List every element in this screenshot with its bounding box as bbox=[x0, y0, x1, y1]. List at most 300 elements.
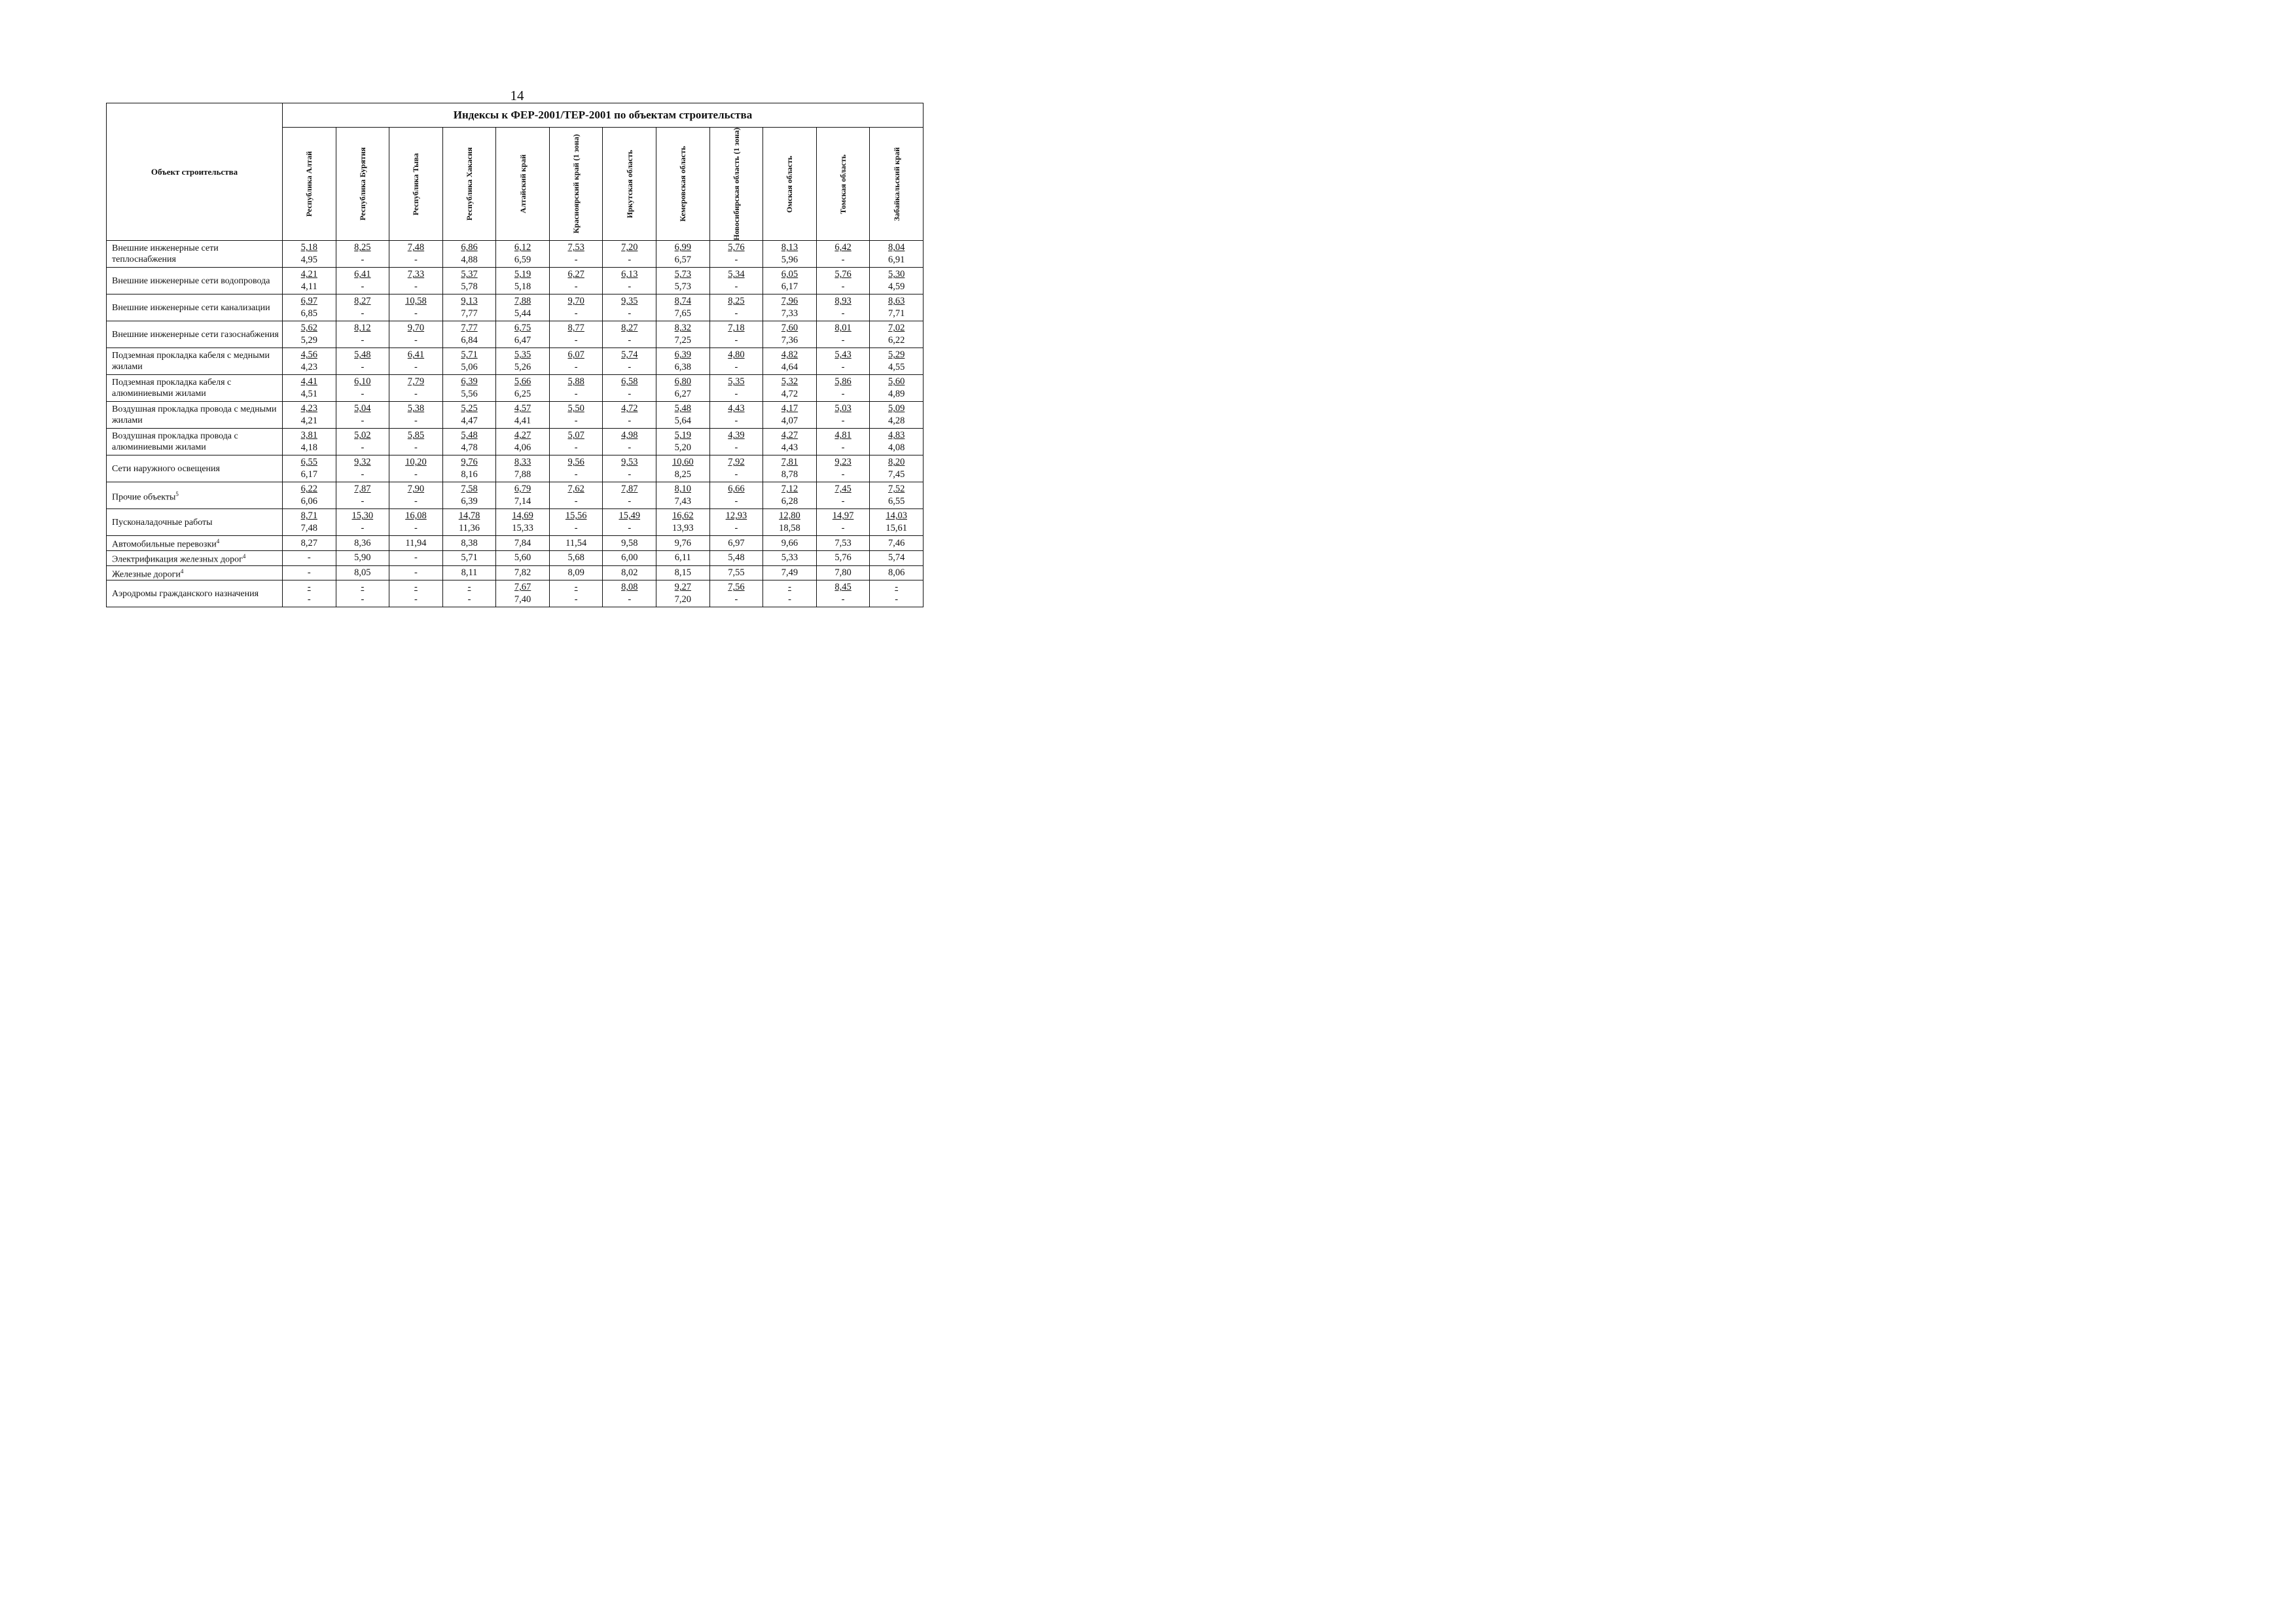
footnote-marker: 4 bbox=[180, 567, 184, 575]
table-row bbox=[107, 536, 924, 551]
federal-index-value: 8,63 bbox=[888, 296, 905, 307]
territorial-index-value: 4,47 bbox=[461, 416, 478, 427]
federal-index-value: 7,20 bbox=[621, 242, 638, 253]
index-value: 8,27 bbox=[300, 537, 317, 548]
territorial-index-value: 4,78 bbox=[461, 442, 478, 454]
index-cell bbox=[389, 509, 443, 536]
federal-index-value: 6,41 bbox=[407, 349, 425, 361]
index-cell bbox=[283, 455, 336, 482]
federal-index-value: 9,53 bbox=[621, 457, 638, 468]
federal-index-value: 16,08 bbox=[405, 510, 427, 522]
federal-index-value: 7,87 bbox=[621, 484, 638, 495]
federal-index-value: 9,27 bbox=[674, 582, 692, 593]
federal-index-value: 4,72 bbox=[621, 403, 638, 414]
federal-index-value: 7,62 bbox=[567, 484, 584, 495]
federal-index-value: 5,50 bbox=[567, 403, 584, 414]
index-value: 6,97 bbox=[728, 537, 745, 548]
federal-index-value: 6,86 bbox=[461, 242, 478, 253]
region-header bbox=[496, 128, 550, 241]
region-header-label: Красноярский край (1 зона) bbox=[571, 134, 581, 234]
territorial-index-value: 7,25 bbox=[674, 335, 692, 346]
federal-index-value: 5,76 bbox=[834, 269, 852, 280]
federal-index-value: 5,32 bbox=[781, 376, 798, 387]
territorial-index-value: 4,21 bbox=[300, 416, 317, 427]
region-header bbox=[442, 128, 496, 241]
index-cell bbox=[442, 268, 496, 294]
territorial-index-value: - bbox=[628, 389, 632, 400]
index-cell bbox=[656, 509, 710, 536]
row-object-label: Внешние инженерные сети канализации bbox=[112, 302, 270, 313]
index-value: 8,36 bbox=[354, 537, 371, 548]
territorial-index-value: - bbox=[788, 594, 791, 605]
index-cell bbox=[336, 580, 389, 607]
index-cell bbox=[549, 580, 603, 607]
territorial-index-value: 4,72 bbox=[781, 389, 798, 400]
territorial-index-value: - bbox=[574, 389, 578, 400]
index-cell bbox=[336, 455, 389, 482]
territorial-index-value: - bbox=[841, 469, 845, 480]
federal-index-value: 5,35 bbox=[728, 376, 745, 387]
index-cell bbox=[389, 321, 443, 348]
federal-index-value: 6,42 bbox=[834, 242, 852, 253]
federal-index-value: 5,62 bbox=[300, 323, 317, 334]
index-cell bbox=[442, 455, 496, 482]
territorial-index-value: - bbox=[841, 442, 845, 454]
region-header-label: Забайкальский край bbox=[891, 147, 901, 221]
territorial-index-value: - bbox=[414, 594, 418, 605]
territorial-index-value: - bbox=[574, 281, 578, 293]
index-value: 5,60 bbox=[514, 552, 531, 563]
index-cell bbox=[816, 509, 870, 536]
territorial-index-value: 7,40 bbox=[514, 594, 531, 605]
federal-index-value: 4,82 bbox=[781, 349, 798, 361]
index-cell bbox=[763, 580, 817, 607]
federal-index-value: 9,23 bbox=[834, 457, 852, 468]
index-cell bbox=[496, 482, 550, 509]
row-object-name bbox=[107, 348, 283, 375]
territorial-index-value: - bbox=[414, 335, 418, 346]
index-cell bbox=[603, 565, 656, 580]
index-cell bbox=[442, 429, 496, 455]
index-value: - bbox=[307, 552, 311, 563]
index-cell bbox=[496, 565, 550, 580]
federal-index-value: 4,27 bbox=[514, 430, 531, 441]
index-cell bbox=[763, 321, 817, 348]
territorial-index-value: 4,07 bbox=[781, 416, 798, 427]
territorial-index-value: - bbox=[628, 594, 632, 605]
index-cell bbox=[496, 536, 550, 551]
federal-index-value: 3,81 bbox=[300, 430, 317, 441]
federal-index-value: 8,27 bbox=[354, 296, 371, 307]
federal-index-value: 8,74 bbox=[674, 296, 692, 307]
territorial-index-value: - bbox=[414, 308, 418, 319]
page-number: 14 bbox=[510, 88, 524, 103]
territorial-index-value: - bbox=[841, 362, 845, 373]
index-cell bbox=[603, 375, 656, 402]
federal-index-value: 8,25 bbox=[354, 242, 371, 253]
index-cell bbox=[816, 580, 870, 607]
territorial-index-value: 7,43 bbox=[674, 496, 692, 507]
federal-index-value: 9,70 bbox=[567, 296, 584, 307]
federal-index-value: 4,98 bbox=[621, 430, 638, 441]
index-cell bbox=[442, 580, 496, 607]
index-cell bbox=[709, 551, 763, 566]
federal-index-value: 4,23 bbox=[300, 403, 317, 414]
index-cell bbox=[709, 375, 763, 402]
row-object-name bbox=[107, 565, 283, 580]
index-cell bbox=[603, 536, 656, 551]
federal-index-value: 5,85 bbox=[407, 430, 425, 441]
index-cell bbox=[656, 551, 710, 566]
federal-index-value: 8,01 bbox=[834, 323, 852, 334]
index-cell bbox=[442, 241, 496, 268]
territorial-index-value: - bbox=[414, 416, 418, 427]
index-cell bbox=[389, 294, 443, 321]
row-object-name bbox=[107, 402, 283, 429]
index-cell bbox=[442, 348, 496, 375]
index-value: 6,11 bbox=[674, 552, 691, 563]
territorial-index-value: - bbox=[628, 496, 632, 507]
region-header-label: Республика Бурятия bbox=[357, 147, 367, 221]
federal-index-value: 8,77 bbox=[567, 323, 584, 334]
index-cell bbox=[496, 580, 550, 607]
region-header-label: Республика Тыва bbox=[411, 152, 421, 215]
index-cell bbox=[336, 482, 389, 509]
row-object-label: Подземная прокладка кабеля с алюминиевыми жилами bbox=[112, 378, 232, 399]
federal-index-value: 8,45 bbox=[834, 582, 852, 593]
row-object-label: Подземная прокладка кабеля с медными жилами bbox=[112, 351, 270, 372]
index-cell bbox=[870, 241, 924, 268]
row-object-label: Аэродромы гражданского назначения bbox=[112, 588, 259, 599]
row-object-name bbox=[107, 482, 283, 509]
index-cell bbox=[283, 241, 336, 268]
region-header-label: Республика Хакасия bbox=[465, 147, 475, 221]
territorial-index-value: 6,39 bbox=[461, 496, 478, 507]
federal-index-value: 6,80 bbox=[674, 376, 692, 387]
federal-index-value: 6,39 bbox=[674, 349, 692, 361]
region-header bbox=[763, 128, 817, 241]
territorial-index-value: - bbox=[361, 308, 365, 319]
index-cell bbox=[656, 482, 710, 509]
index-cell bbox=[549, 268, 603, 294]
territorial-index-value: 6,17 bbox=[300, 469, 317, 480]
territorial-index-value: - bbox=[414, 496, 418, 507]
territorial-index-value: 6,91 bbox=[888, 255, 905, 266]
table-row bbox=[107, 565, 924, 580]
federal-index-value: 5,19 bbox=[514, 269, 531, 280]
federal-index-value: 14,97 bbox=[832, 510, 854, 522]
table-row bbox=[107, 509, 924, 536]
territorial-index-value: 6,59 bbox=[514, 255, 531, 266]
territorial-index-value: - bbox=[734, 255, 738, 266]
index-cell bbox=[763, 551, 817, 566]
index-cell bbox=[283, 509, 336, 536]
region-header-label: Томская область bbox=[838, 154, 848, 214]
index-cell bbox=[389, 565, 443, 580]
federal-index-value: - bbox=[895, 582, 899, 593]
territorial-index-value: 7,48 bbox=[300, 523, 317, 534]
territorial-index-value: 15,61 bbox=[886, 523, 907, 534]
index-cell bbox=[816, 348, 870, 375]
index-cell bbox=[816, 268, 870, 294]
index-cell bbox=[283, 482, 336, 509]
index-cell bbox=[336, 551, 389, 566]
index-cell bbox=[656, 241, 710, 268]
index-cell bbox=[656, 402, 710, 429]
territorial-index-value: - bbox=[574, 362, 578, 373]
index-value: 9,66 bbox=[781, 537, 798, 548]
federal-index-value: 4,83 bbox=[888, 430, 905, 441]
index-cell bbox=[709, 509, 763, 536]
row-object-name bbox=[107, 429, 283, 455]
federal-index-value: 10,58 bbox=[405, 296, 427, 307]
territorial-index-value: - bbox=[361, 442, 365, 454]
index-cell bbox=[336, 565, 389, 580]
territorial-index-value: 7,71 bbox=[888, 308, 905, 319]
region-header bbox=[603, 128, 656, 241]
index-cell bbox=[442, 375, 496, 402]
federal-index-value: 4,81 bbox=[834, 430, 852, 441]
territorial-index-value: - bbox=[574, 308, 578, 319]
index-cell bbox=[442, 565, 496, 580]
index-cell bbox=[283, 429, 336, 455]
table-row bbox=[107, 580, 924, 607]
territorial-index-value: - bbox=[361, 389, 365, 400]
federal-index-value: 5,25 bbox=[461, 403, 478, 414]
region-header bbox=[816, 128, 870, 241]
index-cell bbox=[549, 536, 603, 551]
footnote-marker: 5 bbox=[175, 490, 179, 497]
federal-index-value: 6,27 bbox=[567, 269, 584, 280]
territorial-index-value: 4,28 bbox=[888, 416, 905, 427]
federal-index-value: 12,93 bbox=[725, 510, 747, 522]
table-row bbox=[107, 551, 924, 566]
row-object-name bbox=[107, 321, 283, 348]
index-cell bbox=[656, 455, 710, 482]
index-cell bbox=[442, 321, 496, 348]
territorial-index-value: - bbox=[414, 469, 418, 480]
federal-index-value: 7,81 bbox=[781, 457, 798, 468]
index-value: 7,49 bbox=[781, 567, 798, 579]
region-header-label: Омская область bbox=[785, 155, 795, 213]
federal-index-value: 8,20 bbox=[888, 457, 905, 468]
federal-index-value: 6,99 bbox=[674, 242, 692, 253]
territorial-index-value: 5,78 bbox=[461, 281, 478, 293]
index-cell bbox=[870, 536, 924, 551]
index-cell bbox=[709, 321, 763, 348]
federal-index-value: 8,04 bbox=[888, 242, 905, 253]
table-row bbox=[107, 482, 924, 509]
index-cell bbox=[496, 509, 550, 536]
index-cell bbox=[389, 402, 443, 429]
territorial-index-value: - bbox=[574, 523, 578, 534]
federal-index-value: 5,29 bbox=[888, 349, 905, 361]
territorial-index-value: 6,38 bbox=[674, 362, 692, 373]
index-value: 8,06 bbox=[888, 567, 905, 579]
index-value: 11,94 bbox=[405, 537, 427, 548]
federal-index-value: 15,30 bbox=[351, 510, 374, 522]
territorial-index-value: 4,18 bbox=[300, 442, 317, 454]
territorial-index-value: - bbox=[361, 416, 365, 427]
territorial-index-value: - bbox=[574, 255, 578, 266]
territorial-index-value: - bbox=[841, 389, 845, 400]
index-cell bbox=[870, 348, 924, 375]
federal-index-value: 8,33 bbox=[514, 457, 531, 468]
territorial-index-value: - bbox=[841, 255, 845, 266]
territorial-index-value: 4,06 bbox=[514, 442, 531, 454]
territorial-index-value: - bbox=[734, 469, 738, 480]
footnote-marker: 4 bbox=[242, 553, 246, 560]
index-cell bbox=[763, 455, 817, 482]
federal-index-value: 7,92 bbox=[728, 457, 745, 468]
index-cell bbox=[283, 321, 336, 348]
index-cell bbox=[389, 241, 443, 268]
region-header bbox=[389, 128, 443, 241]
row-object-label: Внешние инженерные сети теплоснабжения bbox=[112, 243, 219, 265]
index-value: 5,33 bbox=[781, 552, 798, 563]
index-cell bbox=[709, 482, 763, 509]
federal-index-value: 9,32 bbox=[354, 457, 371, 468]
region-header bbox=[870, 128, 924, 241]
territorial-index-value: 6,55 bbox=[888, 496, 905, 507]
row-object-name bbox=[107, 455, 283, 482]
territorial-index-value: 6,85 bbox=[300, 308, 317, 319]
index-cell bbox=[549, 509, 603, 536]
index-cell bbox=[603, 321, 656, 348]
table-row bbox=[107, 294, 924, 321]
federal-index-value: 6,10 bbox=[354, 376, 371, 387]
index-cell bbox=[389, 580, 443, 607]
row-object-label: Воздушная прокладка провода с алюминиевыми жилами bbox=[112, 431, 238, 453]
federal-index-value: 9,35 bbox=[621, 296, 638, 307]
index-cell bbox=[283, 294, 336, 321]
federal-index-value: 10,20 bbox=[405, 457, 427, 468]
index-cell bbox=[816, 455, 870, 482]
territorial-index-value: 6,17 bbox=[781, 281, 798, 293]
index-cell bbox=[763, 509, 817, 536]
index-cell bbox=[549, 375, 603, 402]
federal-index-value: 6,66 bbox=[728, 484, 745, 495]
table-row bbox=[107, 348, 924, 375]
federal-index-value: 8,08 bbox=[621, 582, 638, 593]
federal-index-value: 4,17 bbox=[781, 403, 798, 414]
index-cell bbox=[763, 268, 817, 294]
row-object-label: Пусконаладочные работы bbox=[112, 517, 213, 527]
index-cell bbox=[389, 429, 443, 455]
table-row bbox=[107, 321, 924, 348]
federal-index-value: - bbox=[414, 582, 418, 593]
index-cell bbox=[763, 536, 817, 551]
index-cell bbox=[336, 241, 389, 268]
index-cell bbox=[816, 536, 870, 551]
territorial-index-value: 15,33 bbox=[512, 523, 533, 534]
territorial-index-value: 7,88 bbox=[514, 469, 531, 480]
territorial-index-value: - bbox=[467, 594, 471, 605]
federal-index-value: 6,39 bbox=[461, 376, 478, 387]
index-cell bbox=[603, 580, 656, 607]
index-cell bbox=[496, 551, 550, 566]
federal-index-value: 8,32 bbox=[674, 323, 692, 334]
index-value: 8,15 bbox=[674, 567, 692, 579]
row-object-label: Электрификация железных дорог bbox=[112, 554, 243, 565]
index-cell bbox=[656, 536, 710, 551]
index-cell bbox=[603, 402, 656, 429]
index-value: 6,00 bbox=[621, 552, 638, 563]
federal-index-value: 5,48 bbox=[461, 430, 478, 441]
index-cell bbox=[870, 482, 924, 509]
federal-index-value: 7,02 bbox=[888, 323, 905, 334]
territorial-index-value: - bbox=[841, 308, 845, 319]
index-cell bbox=[656, 348, 710, 375]
territorial-index-value: - bbox=[574, 416, 578, 427]
territorial-index-value: - bbox=[361, 362, 365, 373]
index-cell bbox=[870, 268, 924, 294]
territorial-index-value: 5,56 bbox=[461, 389, 478, 400]
object-column-header: Объект строительства bbox=[107, 103, 283, 241]
territorial-index-value: - bbox=[841, 416, 845, 427]
index-cell bbox=[283, 536, 336, 551]
index-cell bbox=[389, 536, 443, 551]
index-cell bbox=[763, 375, 817, 402]
index-cell bbox=[389, 375, 443, 402]
federal-index-value: 5,07 bbox=[567, 430, 584, 441]
index-value: 7,82 bbox=[514, 567, 531, 579]
federal-index-value: - bbox=[788, 582, 791, 593]
federal-index-value: 5,34 bbox=[728, 269, 745, 280]
index-value: 7,84 bbox=[514, 537, 531, 548]
index-cell bbox=[336, 348, 389, 375]
row-object-name bbox=[107, 375, 283, 402]
territorial-index-value: - bbox=[628, 255, 632, 266]
federal-index-value: 5,19 bbox=[674, 430, 692, 441]
index-value: 5,48 bbox=[728, 552, 745, 563]
index-cell bbox=[656, 580, 710, 607]
federal-index-value: 5,04 bbox=[354, 403, 371, 414]
territorial-index-value: - bbox=[414, 362, 418, 373]
territorial-index-value: - bbox=[734, 442, 738, 454]
region-header-label: Иркутская область bbox=[624, 150, 634, 219]
federal-index-value: 5,88 bbox=[567, 376, 584, 387]
territorial-index-value: - bbox=[628, 523, 632, 534]
index-cell bbox=[763, 402, 817, 429]
territorial-index-value: - bbox=[574, 442, 578, 454]
federal-index-value: 7,87 bbox=[354, 484, 371, 495]
region-header-label: Кемеровская область bbox=[678, 146, 688, 223]
index-cell bbox=[496, 455, 550, 482]
index-cell bbox=[496, 429, 550, 455]
territorial-index-value: - bbox=[841, 594, 845, 605]
federal-index-value: 9,56 bbox=[567, 457, 584, 468]
index-value: 7,80 bbox=[834, 567, 852, 579]
index-cell bbox=[870, 580, 924, 607]
territorial-index-value: - bbox=[414, 442, 418, 454]
index-cell bbox=[549, 294, 603, 321]
territorial-index-value: - bbox=[361, 281, 365, 293]
territorial-index-value: - bbox=[734, 308, 738, 319]
territorial-index-value: 5,26 bbox=[514, 362, 531, 373]
index-value: 11,54 bbox=[565, 537, 587, 548]
federal-index-value: 6,79 bbox=[514, 484, 531, 495]
index-cell bbox=[656, 565, 710, 580]
territorial-index-value: 4,23 bbox=[300, 362, 317, 373]
region-header-label: Алтайский край bbox=[518, 154, 528, 214]
federal-index-value: - bbox=[574, 582, 578, 593]
index-cell bbox=[603, 551, 656, 566]
federal-index-value: 6,55 bbox=[300, 457, 317, 468]
territorial-index-value: 7,65 bbox=[674, 308, 692, 319]
territorial-index-value: 7,33 bbox=[781, 308, 798, 319]
territorial-index-value: - bbox=[574, 469, 578, 480]
